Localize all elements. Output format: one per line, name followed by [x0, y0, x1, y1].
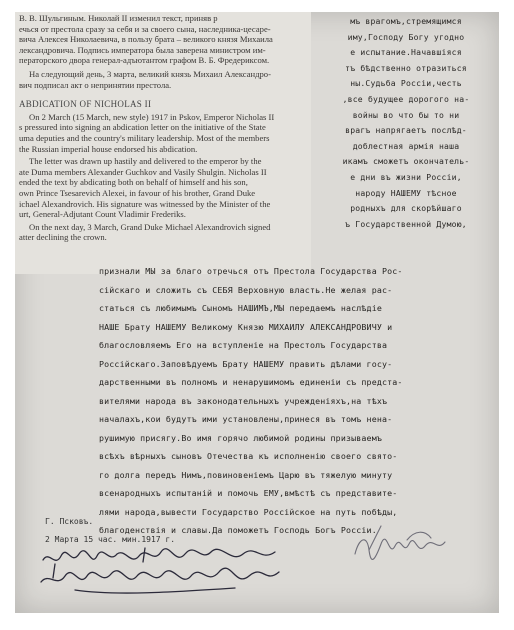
- typed-line: ,все будущее дорогого на-: [342, 93, 470, 104]
- typed-line: лями народа,вывести Государство Россiйское на путь побѣды,: [99, 506, 398, 517]
- typed-line: Россiйскаго.Заповѣдуемъ Брату НАШЕМУ править дѣлами госу-: [99, 358, 393, 369]
- section-heading: ABDICATION OF NICHOLAS II: [19, 99, 152, 110]
- date-label: 2 Марта 15 час. мин.1917 г.: [45, 535, 176, 544]
- nicholas-signature: [345, 520, 465, 575]
- caption-line: ператорского двора генерал-адъютантом графом В. Б. Фредериксом.: [19, 55, 270, 66]
- typed-line: вителями народа въ законодательныхъ учрежденiяхъ,на тѣхъ: [99, 395, 388, 406]
- typed-line: икамъ сможетъ окончатель-: [342, 156, 470, 167]
- typed-line: признали МЫ за благо отречься отъ Престола Государства Рос-: [99, 266, 403, 276]
- typed-line: дарственными въ полномъ и ненарушимомъ единенiи съ предста-: [99, 377, 403, 387]
- typed-line: началахъ,кои будутъ ими установлены,принеся въ томъ ненa-: [99, 414, 393, 424]
- typed-line: статься съ любимымъ Сыномъ НАШИМЪ,МЫ передаемъ наслѣдiе: [99, 303, 382, 313]
- caption-column: [15, 12, 311, 274]
- document-photo: [15, 12, 499, 613]
- typed-line: родныхъ для скорѣйшаго: [350, 203, 462, 214]
- caption-line: the Russian imperial house endorsed his abdication.: [19, 143, 198, 154]
- caption-line: вич подписал акт о непринятии престола.: [19, 79, 172, 90]
- typed-line: тъ бѣдственно отразиться: [345, 62, 467, 73]
- typed-line: НАШЕ Брату НАШЕМУ Великому Князю МИХАИЛУ АЛЕКСАНДРОВИЧУ и: [99, 321, 393, 332]
- caption-line: uma deputies and the country's military leadership. Most of the members: [19, 132, 270, 143]
- russian-caption: [15, 12, 311, 90]
- caption-line: The letter was drawn up hastily and delivered to the emperor by the: [29, 156, 262, 167]
- caption-line: вича Алексея Николаевича, в пользу брата – великого князя Михаила: [19, 34, 273, 45]
- caption-line: лександровича. Подпись императора была заверена министром им-: [19, 44, 266, 55]
- caption-line: On 2 March (15 March, new style) 1917 in Pskov, Emperor Nicholas II: [29, 111, 275, 122]
- caption-line: ichael Alexandrovich. His signature was witnessed by the Minister of the: [19, 198, 271, 209]
- caption-line: В. В. Шульгиным. Николай II изменил текст, приняв р: [19, 13, 218, 23]
- caption-line: s pressured into signing an abdication letter on the initiative of the State: [19, 122, 266, 133]
- typed-line: мъ врагомъ,стремящимся: [350, 16, 462, 26]
- typed-line: рушимую присягу.Во имя горячо любимой родины призываемъ: [99, 432, 382, 443]
- typed-line: ъ Государственной Думою,: [345, 218, 467, 229]
- typed-line: го долга передъ Нимъ,повиновенiемъ Царю въ тяжелую минуту: [99, 469, 393, 480]
- manifesto-top-right: [313, 14, 499, 232]
- typed-line: сiйскаго и сложить съ СЕБЯ Верховную власть.Не желая рас-: [99, 284, 393, 295]
- frederiks-signature: [35, 542, 285, 607]
- typed-line: народу НАШЕМУ тѣсное: [355, 187, 457, 198]
- caption-line: На следующий день, 3 марта, великий князь Михаил Александро-: [29, 68, 271, 79]
- typed-line: е испытание.Начавшiяся: [350, 47, 462, 58]
- caption-line: ended the text by abdicating both on behalf of himself and his son,: [19, 177, 248, 188]
- typed-line: врагъ напрягаетъ послѣд-: [345, 125, 467, 136]
- manifesto-main-text: [99, 262, 495, 540]
- typed-line: войны во что бы то ни: [352, 109, 460, 120]
- typed-line: иму,Господу Богу угодно: [347, 31, 465, 42]
- typed-line: всенародныхъ испытанiй и помочь ЕМУ,вмѣстѣ съ представите-: [99, 488, 398, 498]
- caption-line: ечься от престола сразу за себя и за своего сына, наследника-цесаре-: [19, 23, 271, 34]
- typed-line: е дни въ жизни Россiи,: [350, 171, 462, 182]
- typed-line: доблестная армiя наша: [352, 140, 460, 151]
- typed-line: ны.Судьба Россiи,честь: [350, 78, 462, 89]
- typed-line: всѣхъ вѣрныхъ сыновъ Отечества къ исполненiю своего свято-: [99, 451, 398, 461]
- typed-line: благоденствiя и славы.Да поможетъ Господь Богъ Россiи.: [99, 525, 377, 535]
- caption-line: own Prince Tsesarevich Alexei, in favour of his brother, Grand Duke: [19, 187, 256, 198]
- place-label: Г. Псковъ.: [45, 517, 94, 526]
- english-caption: [15, 112, 311, 243]
- caption-line: atter declining the crown.: [19, 232, 107, 243]
- signature-scrawl: [345, 520, 465, 570]
- caption-line: urt, General-Adjutant Count Vladimir Frederiks.: [19, 209, 186, 220]
- caption-line: ate Duma members Alexander Guchkov and Vasily Shulgin. Nicholas II: [19, 166, 267, 177]
- typed-line: благословляемъ Его на вступленiе на Престолъ Государства: [99, 340, 388, 350]
- countersignature-scrawl: [35, 542, 285, 602]
- caption-line: On the next day, 3 March, Grand Duke Michael Alexandrovich signed: [29, 221, 271, 232]
